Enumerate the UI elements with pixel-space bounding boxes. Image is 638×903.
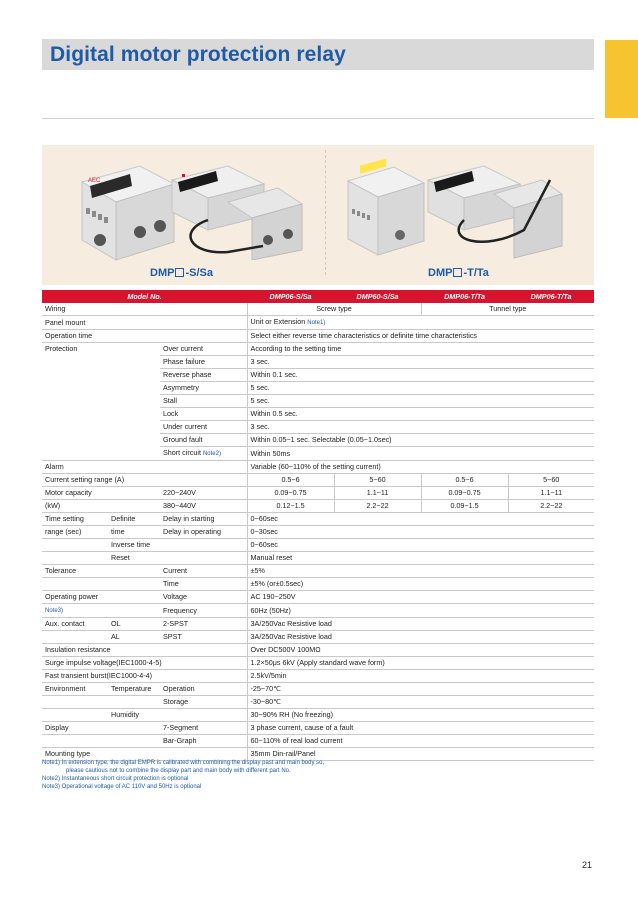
row-label: (kW) xyxy=(42,500,160,513)
cell-value: 0~60sec xyxy=(247,513,594,526)
table-row xyxy=(42,631,594,644)
cell-text: Short circuit xyxy=(163,448,201,458)
table-row xyxy=(42,513,594,526)
cell-value: 0~30sec xyxy=(247,526,594,539)
row-label: Time setting xyxy=(42,513,108,526)
table-row xyxy=(42,618,594,631)
row-label: Protection xyxy=(42,343,160,461)
placeholder-box-icon xyxy=(175,268,184,277)
row-label: range (sec) xyxy=(42,526,108,539)
cell-value: According to the setting time xyxy=(247,343,594,356)
row-label: Panel mount xyxy=(42,316,247,330)
note-tag: Note1) xyxy=(307,320,326,327)
footnote: Note3) Operational voltage of AC 110V and 50Hz is optional xyxy=(42,784,202,790)
header-col: DMP60-S/Sa xyxy=(334,290,421,303)
cell-value: -25~70℃ xyxy=(247,683,594,696)
cell-value: AC 190~250V xyxy=(247,591,594,604)
header-model-no: Model No. xyxy=(42,290,247,303)
sub-label: Storage xyxy=(160,696,247,709)
section-tab xyxy=(605,40,638,118)
sub-label: Reverse phase xyxy=(160,369,247,382)
table-row xyxy=(42,500,594,513)
cell-value: Within 0.5 sec. xyxy=(247,408,594,421)
row-label: Alarm xyxy=(42,461,247,474)
row-label-blank xyxy=(42,539,108,552)
cell-value: Manual reset xyxy=(247,552,594,565)
product-image-t-extension xyxy=(424,160,564,260)
row-label: Surge impulse voltage(IEC1000-4-5) xyxy=(42,657,247,670)
sub-label: Lock xyxy=(160,408,247,421)
cell-value: Screw type xyxy=(247,303,421,316)
cell-value: Within 0.1 sec. xyxy=(247,369,594,382)
sub-label: Time xyxy=(160,578,247,591)
row-label: Fast transient burst(IEC1000-4-4) xyxy=(42,670,247,683)
table-row xyxy=(42,591,594,604)
cell-value: 0~60sec xyxy=(247,539,594,552)
cell-value: 5~60 xyxy=(508,474,594,487)
product-image-t-display xyxy=(340,155,430,260)
cell-value: 1.1~11 xyxy=(508,487,594,500)
cell-value: ±5% xyxy=(247,565,594,578)
cell-value: 3A/250Vac Resistive load xyxy=(247,631,594,644)
sub-label: 220~240V xyxy=(160,487,247,500)
row-label: Current setting range (A) xyxy=(42,474,247,487)
row-label: Tolerance xyxy=(42,565,160,578)
sub-label: Asymmetry xyxy=(160,382,247,395)
sub-label: Under current xyxy=(160,421,247,434)
sub-label: Current xyxy=(160,565,247,578)
sub-label: OL xyxy=(108,618,160,631)
row-label: Motor capacity xyxy=(42,487,160,500)
placeholder-box-icon xyxy=(453,268,462,277)
row-label-blank xyxy=(42,696,160,709)
cell-value: 5 sec. xyxy=(247,382,594,395)
sub-label: Definite xyxy=(108,513,160,526)
cell-value: 0.09~0.75 xyxy=(421,487,508,500)
row-label-blank xyxy=(42,578,160,591)
sub-label: Reset xyxy=(108,552,247,565)
caption-prefix: DMP xyxy=(428,267,453,279)
table-row xyxy=(42,330,594,343)
table-row xyxy=(42,474,594,487)
table-row xyxy=(42,670,594,683)
caption-prefix: DMP xyxy=(150,267,175,279)
cell-value: 0.5~6 xyxy=(247,474,334,487)
table-row xyxy=(42,735,594,748)
cell-value: 0.5~6 xyxy=(421,474,508,487)
table-row xyxy=(42,604,594,618)
sub-label: 2-SPST xyxy=(160,618,247,631)
photo-divider xyxy=(325,150,326,275)
cell-value: 5~60 xyxy=(334,474,421,487)
cell-value: Within 50ms xyxy=(247,447,594,461)
cell-value: 60Hz (50Hz) xyxy=(247,604,594,618)
footnote: Note1) In extension type, the digital EMPR is calibrated with combining the display past and main body so, xyxy=(42,760,325,766)
sub-label: Inverse time xyxy=(108,539,247,552)
sub-label: Bar-Graph xyxy=(160,735,247,748)
sub-label: Frequency xyxy=(160,604,247,618)
caption-dmp-s xyxy=(150,267,213,279)
sub-label: AL xyxy=(108,631,160,644)
header-col: DMP06-T/Ta xyxy=(508,290,594,303)
cell-value: 3 sec. xyxy=(247,421,594,434)
cell-value: Select either reverse time characteristics or definite time characteristics xyxy=(247,330,594,343)
row-label: Mounting type xyxy=(42,748,247,761)
cell-value: Variable (60~110% of the setting current) xyxy=(247,461,594,474)
table-row xyxy=(42,487,594,500)
table-row xyxy=(42,709,594,722)
caption-suffix: -T/Ta xyxy=(463,267,489,279)
row-label: Aux. contact xyxy=(42,618,108,631)
table-row xyxy=(42,461,594,474)
sub-label: Humidity xyxy=(108,709,247,722)
cell-value: 30~90% RH (No freezing) xyxy=(247,709,594,722)
table-row xyxy=(42,578,594,591)
sub-label: Delay in starting xyxy=(160,513,247,526)
header-col: DMP06-T/Ta xyxy=(421,290,508,303)
footnotes xyxy=(42,759,594,791)
sub-label: Stall xyxy=(160,395,247,408)
sub-label: Phase failure xyxy=(160,356,247,369)
product-image-s-display xyxy=(70,152,180,262)
table-row xyxy=(42,683,594,696)
cell-value xyxy=(247,316,594,330)
cell-value: 2.2~22 xyxy=(334,500,421,513)
table-row xyxy=(42,552,594,565)
cell-text: Unit or Extension xyxy=(250,317,306,327)
row-label: Wiring xyxy=(42,303,247,316)
sub-label: Voltage xyxy=(160,591,247,604)
table-row xyxy=(42,722,594,735)
table-row xyxy=(42,644,594,657)
cell-value: 5 sec. xyxy=(247,395,594,408)
table-row xyxy=(42,526,594,539)
table-row xyxy=(42,565,594,578)
cell-value: 60~110% of real load current xyxy=(247,735,594,748)
cell-value: 0.12~1.5 xyxy=(247,500,334,513)
cell-value: Within 0.05~1 sec. Selectable (0.05~1.0sec) xyxy=(247,434,594,447)
cell-value: ±5% (or±0.5sec) xyxy=(247,578,594,591)
sub-label: Ground fault xyxy=(160,434,247,447)
row-label-blank xyxy=(42,552,108,565)
row-label: Environment xyxy=(42,683,108,696)
cell-value: Tunnel type xyxy=(421,303,594,316)
sub-label: SPST xyxy=(160,631,247,644)
row-label-blank xyxy=(42,735,160,748)
row-label-blank xyxy=(42,631,108,644)
page-number: 21 xyxy=(582,860,593,870)
caption-suffix: -S/Sa xyxy=(185,267,213,279)
table-row xyxy=(42,696,594,709)
footnote: please cautious not to combine the display part and main body with different part No. xyxy=(66,768,291,774)
note-tag: Note2) xyxy=(202,451,221,458)
table-row xyxy=(42,303,594,316)
sub-label: Delay in operating xyxy=(160,526,247,539)
svg-text:AEC: AEC xyxy=(88,178,101,184)
title-bar xyxy=(42,39,594,70)
row-label: Operating power xyxy=(42,591,160,604)
cell-value: 3A/250Vac Resistive load xyxy=(247,618,594,631)
table-row xyxy=(42,316,594,330)
cell-value: 1.2×50μs 6kV (Apply standard wave form) xyxy=(247,657,594,670)
divider xyxy=(42,118,594,119)
sub-label: Temperature xyxy=(108,683,160,696)
sub-label: 380~440V xyxy=(160,500,247,513)
cell-value: 0.09~0.75 xyxy=(247,487,334,500)
note-tag: Note3) xyxy=(45,608,64,615)
spec-table xyxy=(42,290,594,761)
row-label: Operation time xyxy=(42,330,247,343)
caption-dmp-t xyxy=(428,267,489,279)
sub-label: time xyxy=(108,526,160,539)
row-label xyxy=(42,604,160,618)
cell-value: 35mm Din-rail/Panel xyxy=(247,748,594,761)
sub-label: Over current xyxy=(160,343,247,356)
table-row xyxy=(42,343,594,356)
table-row xyxy=(42,657,594,670)
page-title: Digital motor protection relay xyxy=(50,43,346,66)
footnote: Note2) Instantaneous short circuit protection is optional xyxy=(42,776,189,782)
cell-value: 3 sec. xyxy=(247,356,594,369)
sub-label xyxy=(160,447,247,461)
cell-value: 3 phase current, cause of a fault xyxy=(247,722,594,735)
cell-value: 0.09~1.5 xyxy=(421,500,508,513)
header-col: DMP06-S/Sa xyxy=(247,290,334,303)
sub-label: Operation xyxy=(160,683,247,696)
cell-value: 2.5kV/5min xyxy=(247,670,594,683)
cell-value: 1.1~11 xyxy=(334,487,421,500)
row-label: Display xyxy=(42,722,160,735)
cell-value: 2.2~22 xyxy=(508,500,594,513)
row-label: Insulation resistance xyxy=(42,644,247,657)
product-image-s-extension xyxy=(168,160,308,260)
cell-value: Over DC500V 100MΩ xyxy=(247,644,594,657)
sub-label: 7-Segment xyxy=(160,722,247,735)
table-header-row xyxy=(42,290,594,303)
row-label-blank xyxy=(42,709,108,722)
cell-value: -30~80℃ xyxy=(247,696,594,709)
table-row xyxy=(42,539,594,552)
